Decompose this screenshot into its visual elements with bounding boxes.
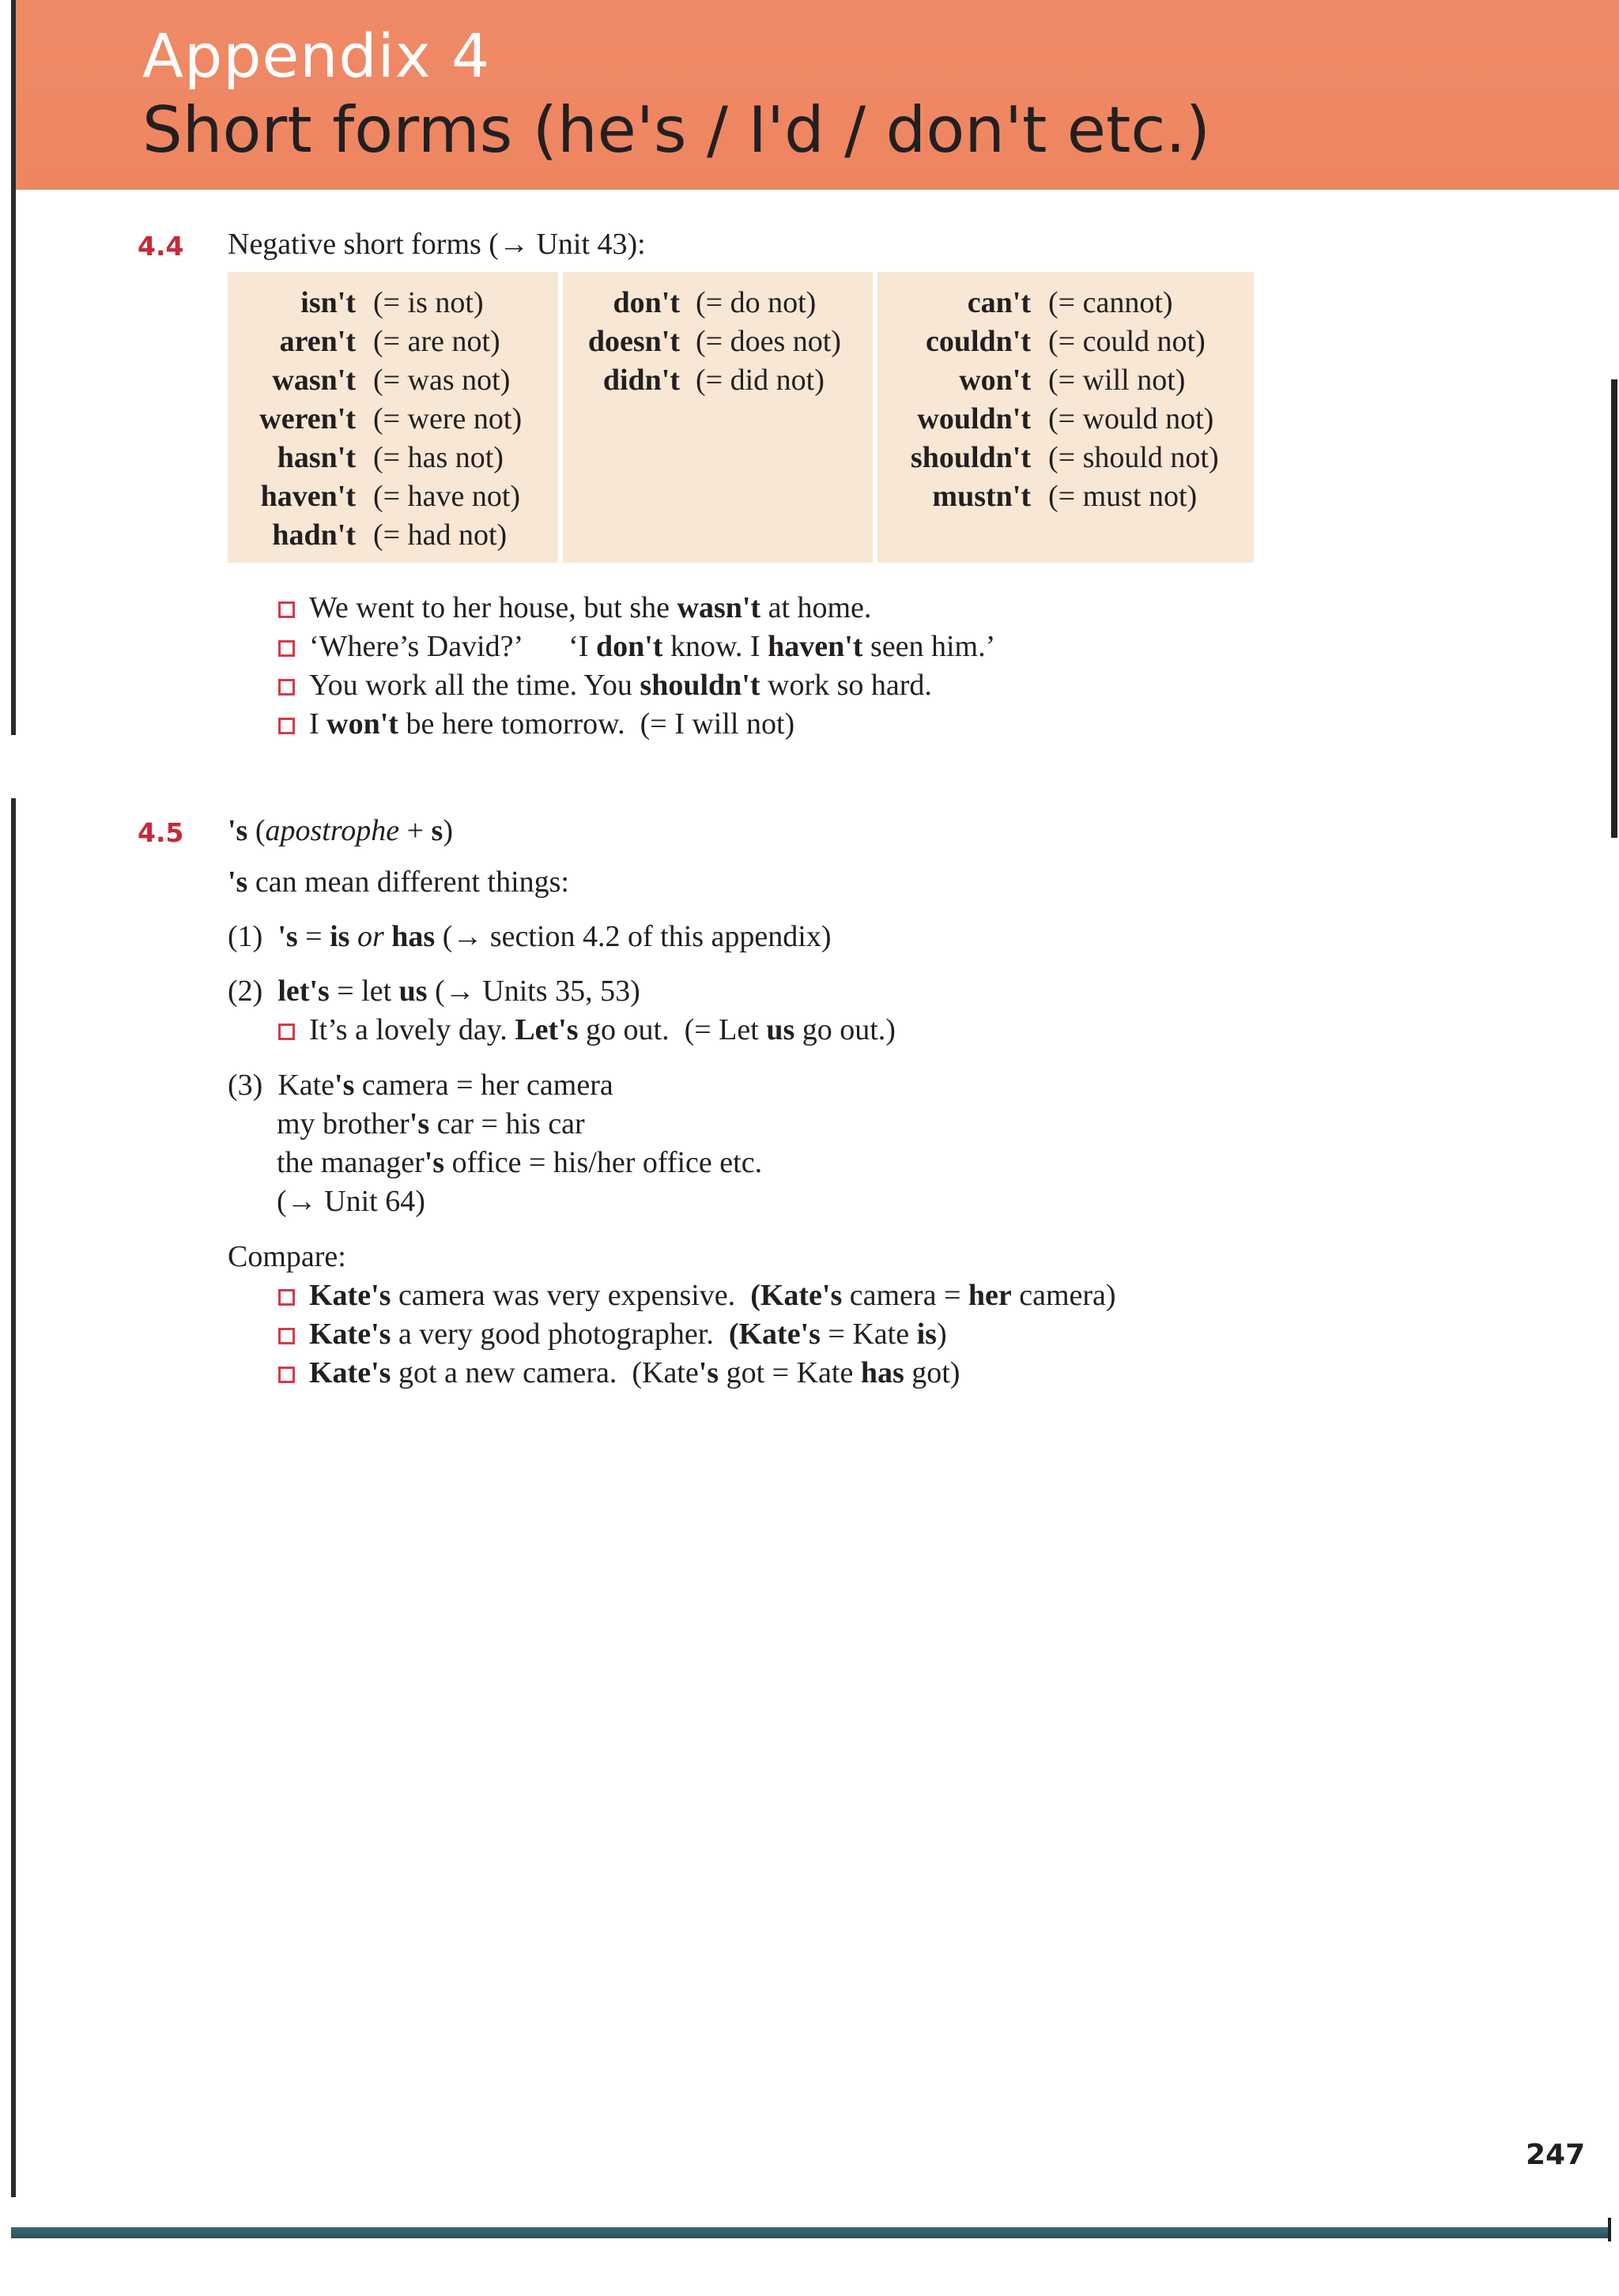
table-meaning: (= do not) bbox=[696, 286, 817, 319]
table-form: don't bbox=[613, 286, 680, 319]
table-meaning: (= would not) bbox=[1048, 402, 1214, 435]
bullet-box-icon bbox=[278, 601, 295, 618]
example-line: Kate's a very good photographer. (Kate's = Kate is) bbox=[278, 1319, 947, 1349]
page-bottom-rule bbox=[11, 2227, 1608, 2238]
table-form: aren't bbox=[279, 325, 356, 358]
example-line: ‘Where’s David?’ ‘I don't know. I haven't seen him.’ bbox=[278, 631, 995, 662]
table-form: shouldn't bbox=[910, 441, 1031, 474]
example-line: Kate's got a new camera. (Kate's got = Kate has got) bbox=[278, 1358, 960, 1388]
example-line: You work all the time. You shouldn't work so hard. bbox=[278, 670, 932, 700]
bullet-box-icon bbox=[278, 1289, 295, 1306]
page-corner-mark bbox=[1608, 2218, 1611, 2241]
table-form: wouldn't bbox=[917, 402, 1031, 435]
table-form: haven't bbox=[260, 480, 356, 513]
section-4-5-intro: 's can mean different things: bbox=[228, 865, 569, 899]
list-item-3-line: the manager's office = his/her office etc. bbox=[277, 1146, 763, 1179]
list-item-2: (2) let's = let us (→ Units 35, 53) bbox=[228, 975, 640, 1008]
table-form: isn't bbox=[300, 286, 356, 319]
page-title: Short forms (he's / I'd / don't etc.) bbox=[142, 93, 1210, 167]
table-meaning: (= should not) bbox=[1048, 441, 1219, 474]
example-line: We went to her house, but she wasn't at home. bbox=[278, 593, 871, 623]
table-form: wasn't bbox=[272, 364, 356, 397]
appendix-banner bbox=[16, 0, 1619, 190]
page-number: 247 bbox=[1526, 2139, 1586, 2171]
table-form: doesn't bbox=[587, 325, 680, 358]
table-form: mustn't bbox=[932, 480, 1031, 513]
bullet-box-icon bbox=[278, 718, 295, 734]
table-meaning: (= did not) bbox=[696, 364, 825, 397]
table-meaning: (= are not) bbox=[373, 325, 500, 358]
bullet-box-icon bbox=[278, 1024, 295, 1040]
table-meaning: (= was not) bbox=[373, 364, 511, 397]
list-item-3-line: (→ Unit 64) bbox=[277, 1185, 425, 1218]
section-number-4-4: 4.4 bbox=[138, 231, 184, 262]
example-line: It’s a lovely day. Let's go out. (= Let us go out.) bbox=[278, 1015, 896, 1045]
table-divider bbox=[873, 272, 877, 563]
table-meaning: (= cannot) bbox=[1048, 286, 1173, 319]
table-meaning: (= is not) bbox=[373, 286, 484, 319]
table-meaning: (= does not) bbox=[696, 325, 841, 358]
table-form: hasn't bbox=[277, 441, 356, 474]
bullet-box-icon bbox=[278, 679, 295, 696]
bullet-box-icon bbox=[278, 1367, 295, 1383]
page-edge-left-lower bbox=[11, 798, 16, 2197]
table-meaning: (= has not) bbox=[373, 441, 504, 474]
appendix-label: Appendix 4 bbox=[142, 21, 491, 91]
example-line: Kate's camera was very expensive. (Kate's camera = her camera) bbox=[278, 1280, 1116, 1310]
list-item-3-line: my brother's car = his car bbox=[277, 1107, 585, 1140]
table-meaning: (= were not) bbox=[373, 402, 523, 435]
list-item-1: (1) 's = is or has (→ section 4.2 of this appendix) bbox=[228, 920, 832, 953]
bullet-box-icon bbox=[278, 640, 295, 657]
table-form: weren't bbox=[259, 402, 356, 435]
example-line: I won't be here tomorrow. (= I will not) bbox=[278, 709, 794, 739]
table-meaning: (= must not) bbox=[1048, 480, 1198, 513]
table-meaning: (= have not) bbox=[373, 480, 521, 513]
section-number-4-5: 4.5 bbox=[138, 817, 184, 848]
table-form: couldn't bbox=[925, 325, 1031, 358]
page-edge-right bbox=[1611, 379, 1617, 838]
table-meaning: (= had not) bbox=[373, 518, 508, 552]
list-item-3: (3) Kate's camera = her camera bbox=[228, 1069, 613, 1102]
bullet-box-icon bbox=[278, 1328, 295, 1344]
section-4-5-heading: 's (apostrophe + s) bbox=[228, 814, 453, 847]
table-meaning: (= could not) bbox=[1048, 325, 1206, 358]
table-form: won't bbox=[959, 364, 1031, 397]
section-4-4-heading: Negative short forms (→ Unit 43): bbox=[228, 228, 646, 261]
table-form: can't bbox=[967, 286, 1031, 319]
table-divider bbox=[558, 272, 563, 563]
table-form: didn't bbox=[602, 364, 680, 397]
table-meaning: (= will not) bbox=[1048, 364, 1186, 397]
table-form: hadn't bbox=[272, 518, 356, 552]
compare-label: Compare: bbox=[228, 1240, 346, 1273]
